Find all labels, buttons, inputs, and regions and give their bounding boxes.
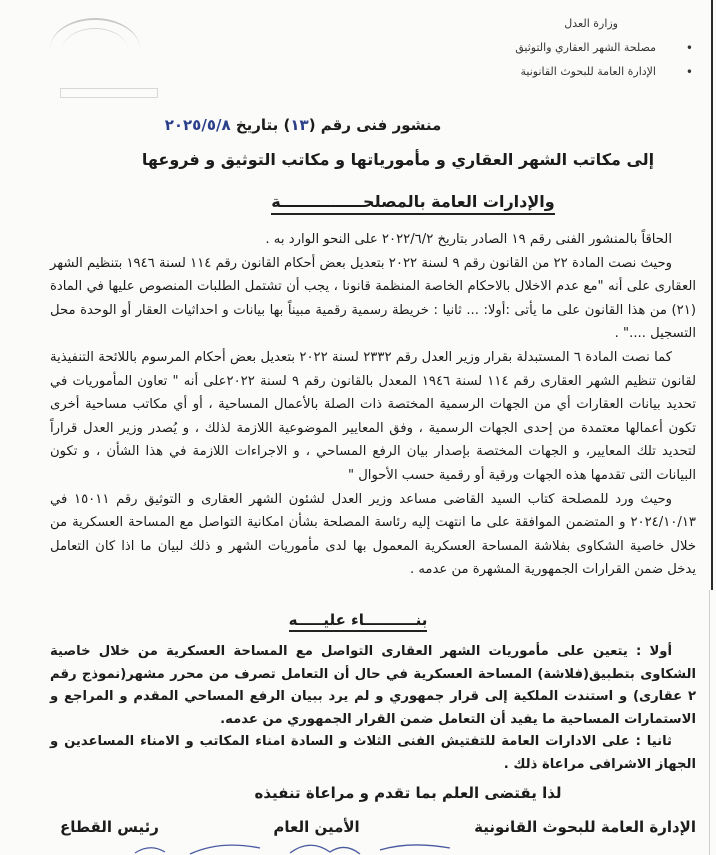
page-edge-border-lower (709, 590, 710, 855)
addressee-line-1: إلى مكاتب الشهر العقاري و مأمورياتها و مكاتب التوثيق و فروعها (141, 150, 655, 169)
bullet-icon: • (685, 65, 693, 79)
signature-secretary-general: الأمين العام (273, 818, 360, 836)
body-paragraph: كما نصت المادة ٦ المستبدلة بقرار وزير العدل رقم ٢٣٣٢ لسنة ٢٠٢٢ بتعديل بعض أحكام المرسوم باللائحة التنفيذية لقانون تنظيم الشهر العقارى رقم ١١٤ لسنة ١٩٤٦ المعدل بالقانون رقم ٩ لسنة ٢٠٢٢على أنه " تعاون المأموريات في تحديد بيانات العقارات أي من الجهات الرسمية المختصة ذات الصلة بالأعمال المساحية ، أو أي مكاتب مساحية أخرى تكون أعمالها معتمدة من إحدى الجهات الرسمية ، وفق المعايير الموضوعية اللازمة لذلك ، و يُصدر وزير العدل قراراً لتحديد تلك المعايير، و الجهات المختصة بإصدار بيان الرفع المساحي ، و الاجراءات اللازمة في هذا الشأن ، و تكون البيانات التى تقدمها هذه الجهات ورقية أو رقمية حسب الأحوال " (50, 349, 697, 483)
signature-block (60, 818, 696, 836)
ministry-name: وزارة العدل (564, 17, 618, 30)
circular-title: منشور فنى رقم (١٣) بتاريخ ٢٠٢٥/٥/٨ (164, 116, 442, 134)
handwritten-signature-icon (130, 838, 490, 855)
letterhead (376, 12, 693, 84)
decision-item-second: ثانيا : على الادارات العامة للتفتيش الفنى الثلاث و السادة امناء المكاتب و الامناء المساعدين و الجهاز الاشرافى مراعاة ذلك . (50, 734, 696, 772)
addressee-line-2: والإدارات العامة بالمصلحـــــــــــــــة (0, 192, 716, 211)
decision-item-first: أولا : يتعين على مأموريات الشهر العقارى التواصل مع المساحة العسكرية من خلال خاصية الشكاوى بتطبيق(فلاشة) المساحة العسكرية في حال أن التعامل تصرف من محرر مشهر(نموذج رقم ٢ عقارى) و استندت الملكية إلى قرار جمهوري و لم يرد ببيان الرفع المساحي المقدم و المراجع و الاستمارات المساحية ما يفيد أن التعامل ضمن القرار الجمهوري من عدمه. (50, 644, 696, 727)
authority-line (376, 36, 693, 60)
body-paragraph: الحاقاً بالمنشور الفنى رقم ١٩ الصادر بتاريخ ٢٠٢٢/٦/٢ على النحو الوارد به . (265, 232, 672, 247)
decision-heading: بنــــــــــاء عليـــــه (0, 611, 716, 629)
circular-number: ١٣ (290, 116, 309, 134)
ministry-emblem-icon (40, 10, 150, 100)
circular-date: ٢٠٢٥/٥/٨ (164, 116, 231, 134)
bullet-icon: • (685, 41, 693, 55)
page-edge-border (711, 0, 713, 590)
department-name: الإدارة العامة للبحوث القانونية (520, 65, 656, 78)
authority-name: مصلحة الشهر العقاري والتوثيق (515, 41, 656, 54)
department-line (376, 60, 693, 84)
body-paragraph: وحيث ورد للمصلحة كتاب السيد القاضى مساعد وزير العدل لشئون الشهر العقارى و التوثيق رقم ١٥٠١١ في ٢٠٢٤/١٠/١٣ و المتضمن الموافقة على ما انتهت إليه رئاسة المصلحة بشأن امكانية التواصل مع المساحة العسكرية من خلال خاصية الشكاوى بفلاشة المساحة العسكرية المعمول بها لدى مأموريات الشهر و ذلك لبيان ما اذا كان التعامل يدخل ضمن القرارات الجمهورية المشهرة من عدمه . (50, 491, 696, 578)
decision-items (50, 641, 696, 776)
signature-department: الإدارة العامة للبحوث القانونية (474, 818, 696, 836)
circular-body (50, 228, 696, 582)
signature-sector-head: رئيس القطاع (60, 818, 159, 836)
closing-statement: لذا يقتضى العلم بما تقدم و مراعاة تنفيذه (254, 784, 562, 802)
body-paragraph: وحيث نصت المادة ٢٢ من القانون رقم ٩ لسنة ٢٠٢٢ بتعديل بعض أحكام القانون رقم ١١٤ لسنة ١٩٤٦ بتنظيم الشهر العقارى على أنه "مع عدم الاخلال بالاحكام الخاصة المنظمة قانونا ، يجب أن تشتمل الطلبات المنصوص عليها في المادة (٢١) من هذا القانون على ما يأتى :أولا: ... ثانيا : خريطة رسمية رقمية مبيناً بها بيانات و احداثيات العقار أو الوحدة محل التسجيل ...." . (50, 255, 696, 342)
